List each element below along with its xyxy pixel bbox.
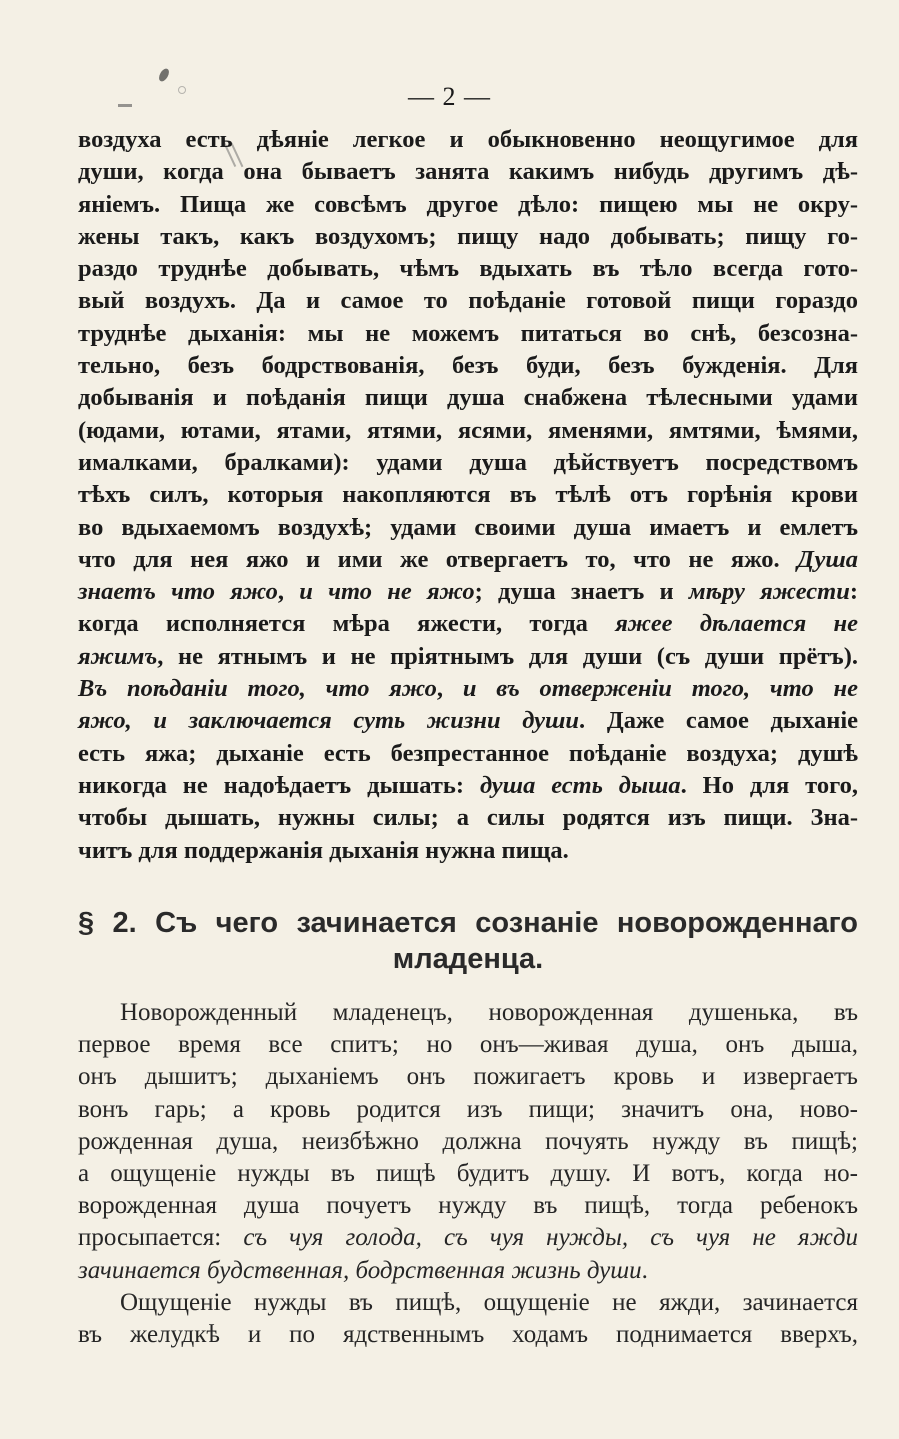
text-run: никогда не надоѣдаетъ дышать: [78, 771, 480, 799]
text-line: есть яжа; дыханіе есть безпрестанное поѣданіе воздуха; душѣ [78, 739, 858, 767]
paragraph-continued [78, 124, 858, 867]
text-run: : [849, 578, 858, 606]
text-line [78, 705, 858, 737]
text-line: Ощущеніе нужды въ пищѣ, ощущеніе не яжди, зачинается [120, 1288, 858, 1316]
italic-run: знаетъ что яжо [78, 578, 278, 606]
text-line [78, 770, 858, 802]
text-line: души, когда она бываетъ занята какимъ нибудь другимъ дѣ- [78, 158, 858, 186]
text-line [78, 1255, 858, 1287]
text-line: онъ дышитъ; дыханіемъ онъ пожигаетъ кровь и извергаетъ [78, 1063, 858, 1091]
section-heading-line: § 2. Съ чего зачинается сознаніе новорожденнаго [78, 907, 858, 939]
paragraph [78, 997, 858, 1351]
text-line: воздуха есть дѣяніе легкое и обыкновенно неощугимое для [78, 126, 858, 153]
text-line: читъ для поддержанія дыханія нужна пища. [78, 836, 569, 864]
text-line: ималками, бралками): удами душа дѣйствуетъ посредствомъ [78, 448, 858, 476]
text-line: (юдами, ютами, ятами, ятями, ясями, яменями, ямтями, ѣмями, [78, 416, 858, 444]
italic-run: и въ отверженіи того, что не [462, 675, 859, 703]
text-run: , [277, 578, 300, 606]
text-line: тельно, безъ бодрствованія, безъ буди, безъ бужденія. Для [78, 352, 858, 380]
italic-run: съ чуя голода, съ чуя нужды, съ чуя не яжди [243, 1224, 858, 1252]
text-run: когда исполняется мѣра яжести, тогда [78, 610, 616, 638]
text-run: . Даже самое дыханіе [579, 707, 858, 735]
text-line: а ощущеніе нужды въ пищѣ будитъ душу. И вотъ, когда но- [78, 1159, 858, 1187]
text-line: въ желудкѣ и по ядственнымъ ходамъ поднимается вверхъ, [78, 1320, 858, 1348]
text-run: , не ятнымъ и не пріятнымъ для души (съ души прётъ). [157, 642, 858, 670]
section-heading-line: младенца. [392, 943, 544, 975]
text-line: раздо труднѣе добывать, чѣмъ вдыхать въ тѣло всегда гото- [78, 255, 858, 283]
italic-run: яжее дѣлается не [615, 610, 858, 638]
text-line: труднѣе дыханія: мы не можемъ питаться во снѣ, безсозна- [78, 319, 858, 347]
italic-run: Въ поѣданіи того, что яжо [78, 675, 437, 703]
text-line: ворожденная душа почуетъ нужду въ пищѣ, тогда ребенокъ [78, 1192, 858, 1220]
italic-run: яжимъ [78, 642, 158, 670]
text-run: просыпается: [78, 1224, 244, 1252]
text-line: жены такъ, какъ воздухомъ; пищу надо добывать; пищу го- [78, 222, 858, 250]
italic-run: зачинается будственная, бодрственная жизнь души [78, 1256, 642, 1284]
text-line: Новорожденный младенецъ, новорожденная душенька, въ [120, 999, 858, 1026]
text-line: вый воздухъ. Да и самое то поѣданіе готовой пищи гораздо [78, 287, 858, 315]
text-line [78, 608, 858, 640]
ink-smudge [157, 67, 171, 83]
text-line [78, 673, 858, 705]
text-line: добыванія и поѣданія пищи душа снабжена тѣлесными удами [78, 384, 858, 412]
section-heading [78, 905, 858, 977]
page-number: — 2 — [408, 82, 491, 111]
italic-run: Душа [797, 545, 858, 573]
text-line: тѣхъ силъ, которыя накопляются въ тѣлѣ отъ горѣнія крови [78, 481, 858, 509]
text-run: , [436, 675, 463, 703]
text-line [78, 576, 858, 608]
text-line [78, 544, 858, 576]
text-line: рожденная душа, неизбѣжно должна почуять нужду въ пищѣ; [78, 1127, 858, 1155]
text-line [78, 641, 858, 673]
text-line: чтобы дышать, нужны силы; а силы родятся изъ пищи. Зна- [78, 804, 858, 832]
text-run: что для нея яжо и ими же отвергаетъ то, что не яжо. [78, 545, 798, 573]
text-line [78, 1222, 858, 1254]
italic-run: душа есть дыша [479, 771, 681, 799]
italic-run: и что не яжо [299, 578, 475, 606]
text-line: вонъ гарь; а кровь родится изъ пищи; значитъ она, ново- [78, 1095, 858, 1123]
text-run: . [641, 1256, 648, 1284]
text-run: . Но для того, [680, 771, 859, 799]
text-line: яніемъ. Пища же совсѣмъ другое дѣло: пищею мы не окру- [78, 190, 858, 218]
text-line: во вдыхаемомъ воздухѣ; удами своими душа имаетъ и емлетъ [78, 513, 858, 541]
italic-run: яжо, и заключается суть жизни души [78, 707, 580, 735]
italic-run: мѣру яжести [688, 578, 850, 606]
text-run: ; душа знаетъ и [474, 578, 689, 606]
text-line: первое время все спитъ; но онъ—живая душа, онъ дыша, [78, 1031, 858, 1059]
